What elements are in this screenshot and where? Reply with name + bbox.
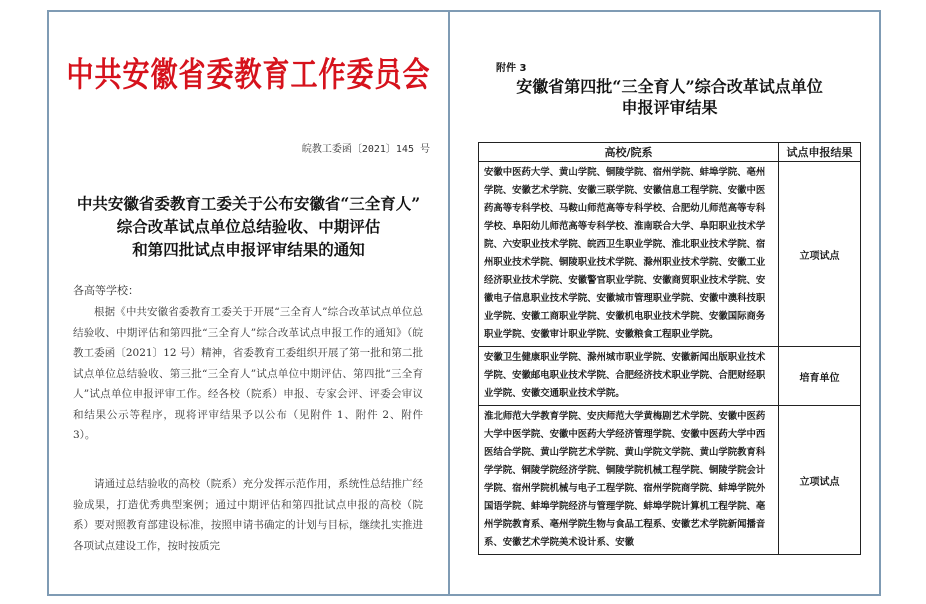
table-row [479,162,861,347]
notice-title-line: 和第四批试点申报评审结果的通知 [132,240,365,259]
result-cell: 培育单位 [779,347,861,406]
notice-title [51,192,446,261]
body-paragraph-2: 请通过总结验收的高校（院系）充分发挥示范作用，系统性总结推广经验成果，打造优秀典型案例；通过中期评估和第四批试点申报的高校（院系）要对照教育部建设标准，按照申请书确定的计划与目标，继续扎实推进各项试点建设工作，按时按质完 [73,478,423,552]
annex-label: 附件 3 [496,63,527,74]
schools-cell: 淮北师范大学教育学院、安庆师范大学黄梅剧艺术学院、安徽中医药大学中医学院、安徽中医药大学经济管理学院、安徽中医药大学中西医结合学院、黄山学院艺术学院、黄山学院文学院、黄山学院教育科学学院、铜陵学院经济学院、铜陵学院机械工程学院、铜陵学院会计学院、宿州学院机械与电子工程学院、宿州学院商学院、蚌埠学院外国语学院、蚌埠学院经济与管理学院、蚌埠学院计算机工程学院、亳州学院教育系、亳州学院生物与食品工程系、安徽艺术学院新闻播音系、安徽艺术学院美术设计系、安徽 [479,406,779,555]
result-cell: 立项试点 [779,406,861,555]
notice-title-line: 中共安徽省委教育工委关于公布安徽省“三全育人” [76,194,421,213]
header-schools: 高校/院系 [479,143,779,162]
table-header-row [479,143,861,162]
table-row [479,347,861,406]
notice-page [51,12,446,594]
annex-title [472,76,867,118]
letterhead: 中共安徽省委教育工作委员会 [66,55,431,95]
results-table [478,142,861,555]
header-result: 试点申报结果 [779,143,861,162]
result-cell: 立项试点 [779,162,861,347]
schools-cell: 安徽中医药大学、黄山学院、铜陵学院、宿州学院、蚌埠学院、亳州学院、安徽艺术学院、安徽三联学院、安徽信息工程学院、安徽中医药高等专科学校、马鞍山师范高等专科学校、合肥幼儿师范高等专科学校、阜阳幼儿师范高等专科学校、淮南联合大学、阜阳职业技术学院、六安职业技术学院、皖西卫生职业学院、淮北职业技术学院、宿州职业技术学院、铜陵职业技术学院、滁州职业技术学院、安徽工业经济职业技术学院、安徽警官职业学院、安徽商贸职业技术学院、安徽电子信息职业技术学院、安徽城市管理职业学院、安徽中澳科技职业学院、安徽工商职业学院、安徽机电职业技术学院、安徽国际商务职业学院、安徽审计职业学院、安徽粮食工程职业学院。 [479,162,779,347]
annex-page [452,12,879,594]
notice-title-line: 综合改革试点单位总结验收、中期评估 [116,217,381,236]
annex-title-line: 申报评审结果 [621,98,718,117]
page-divider [448,10,450,596]
annex-title-line: 安徽省第四批“三全育人”综合改革试点单位 [516,77,823,96]
body-paragraph-1: 根据《中共安徽省委教育工委关于开展“三全育人”综合改革试点单位总结验收、中期评估和第四批“三全育人”综合改革试点申报工作的通知》（皖教工委函〔2021〕12 号）精神，省委教育工委组织开展了第一批和第二批试点单位总结验收、第三批“三全育人”试点单位中期评估、第四批“三全育人”试点单位申报评审工作。经各校（院系）申报、专家会评、评委会审议和结果公示等程序，现将评审结果予以公布（见附件 1、附件 2、附件 3）。 [73,306,423,441]
document-number: 皖教工委函〔2021〕145 号 [301,144,430,155]
salutation: 各高等学校： [73,284,139,297]
schools-cell: 安徽卫生健康职业学院、滁州城市职业学院、安徽新闻出版职业技术学院、安徽邮电职业技术学院、合肥经济技术职业学院、合肥财经职业学院、安徽交通职业技术学院。 [479,347,779,406]
table-row [479,406,861,555]
